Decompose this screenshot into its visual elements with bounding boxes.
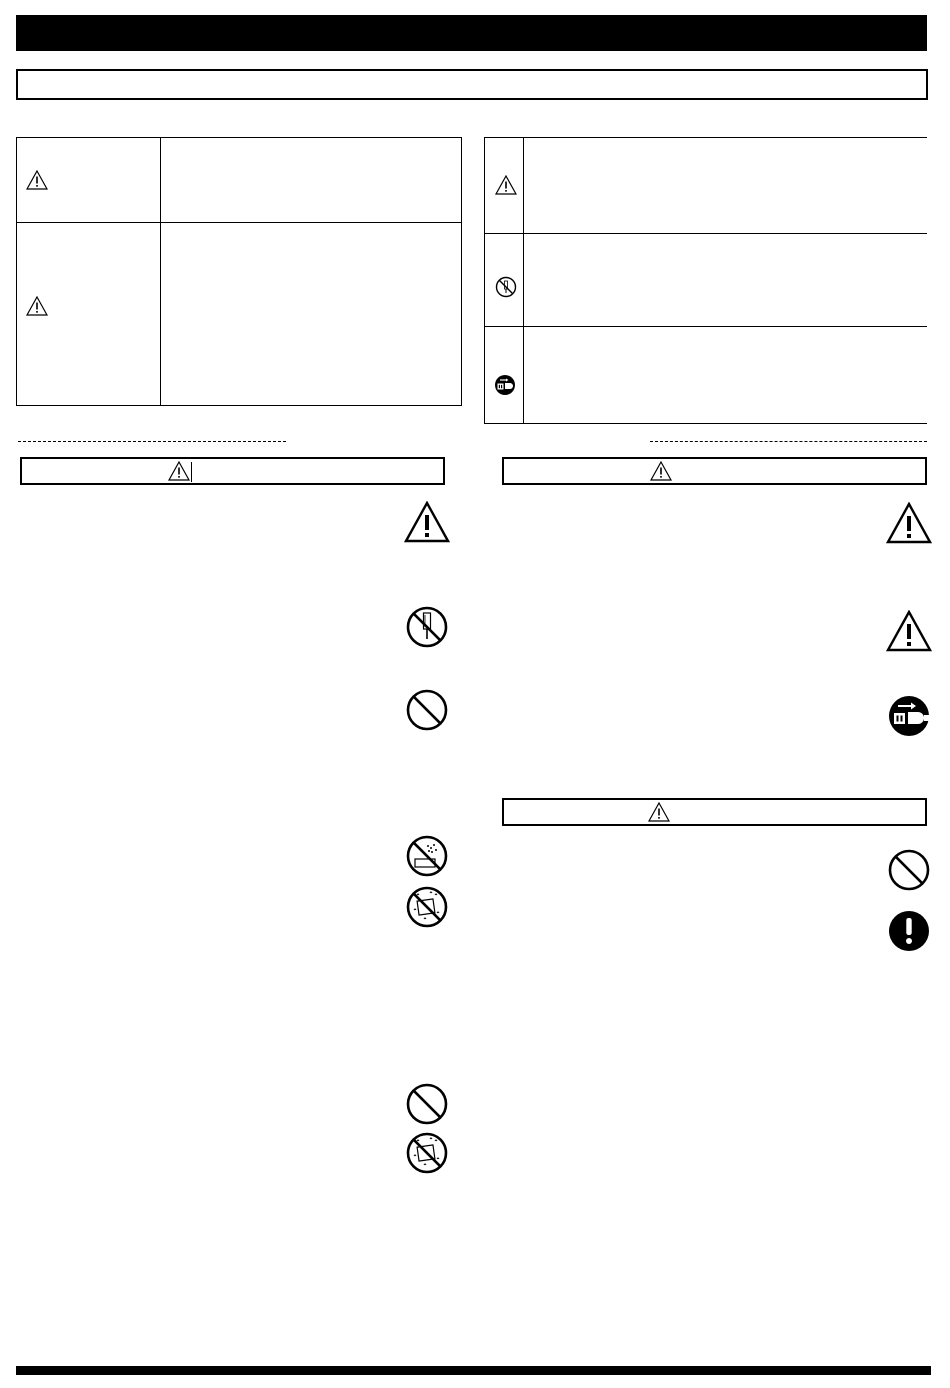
- caution-triangle-icon: [648, 802, 670, 822]
- section-title-box: [16, 69, 928, 100]
- no-wet-location-icon: [406, 886, 448, 928]
- warning-triangle-icon: [650, 461, 672, 481]
- unplug-icon: [494, 374, 516, 396]
- no-wet-location-icon: [406, 1132, 448, 1174]
- dashed-divider: [18, 441, 286, 442]
- table-divider: [160, 138, 161, 405]
- prohibited-icon: [406, 689, 448, 731]
- do-not-disassemble-icon: [495, 276, 517, 298]
- warning-header-box: [502, 457, 927, 485]
- definition-table: [16, 137, 462, 406]
- unplug-icon: [888, 695, 930, 737]
- warning-triangle-icon: [886, 502, 932, 544]
- warning-header-box: [20, 457, 445, 485]
- table-divider: [17, 222, 461, 223]
- table-divider: [485, 326, 927, 327]
- warning-triangle-icon: [886, 610, 932, 652]
- warning-triangle-icon: [168, 461, 190, 481]
- do-not-disassemble-icon: [406, 606, 448, 648]
- symbol-table: [484, 137, 927, 424]
- no-water-splash-icon: [406, 835, 448, 877]
- attention-triangle-icon: [495, 175, 517, 195]
- table-divider: [523, 138, 524, 423]
- header-divider: [191, 462, 192, 482]
- warning-triangle-icon: [404, 501, 450, 543]
- prohibited-icon: [888, 849, 930, 891]
- caution-header-box: [502, 798, 927, 826]
- table-divider: [485, 233, 927, 234]
- mandatory-action-icon: [888, 910, 930, 952]
- footer-bar: [16, 1366, 931, 1375]
- prohibited-icon: [406, 1083, 448, 1125]
- caution-triangle-icon: [26, 296, 48, 316]
- warning-triangle-icon: [26, 170, 48, 190]
- dashed-divider: [650, 441, 927, 442]
- page-title-bar: [16, 15, 927, 51]
